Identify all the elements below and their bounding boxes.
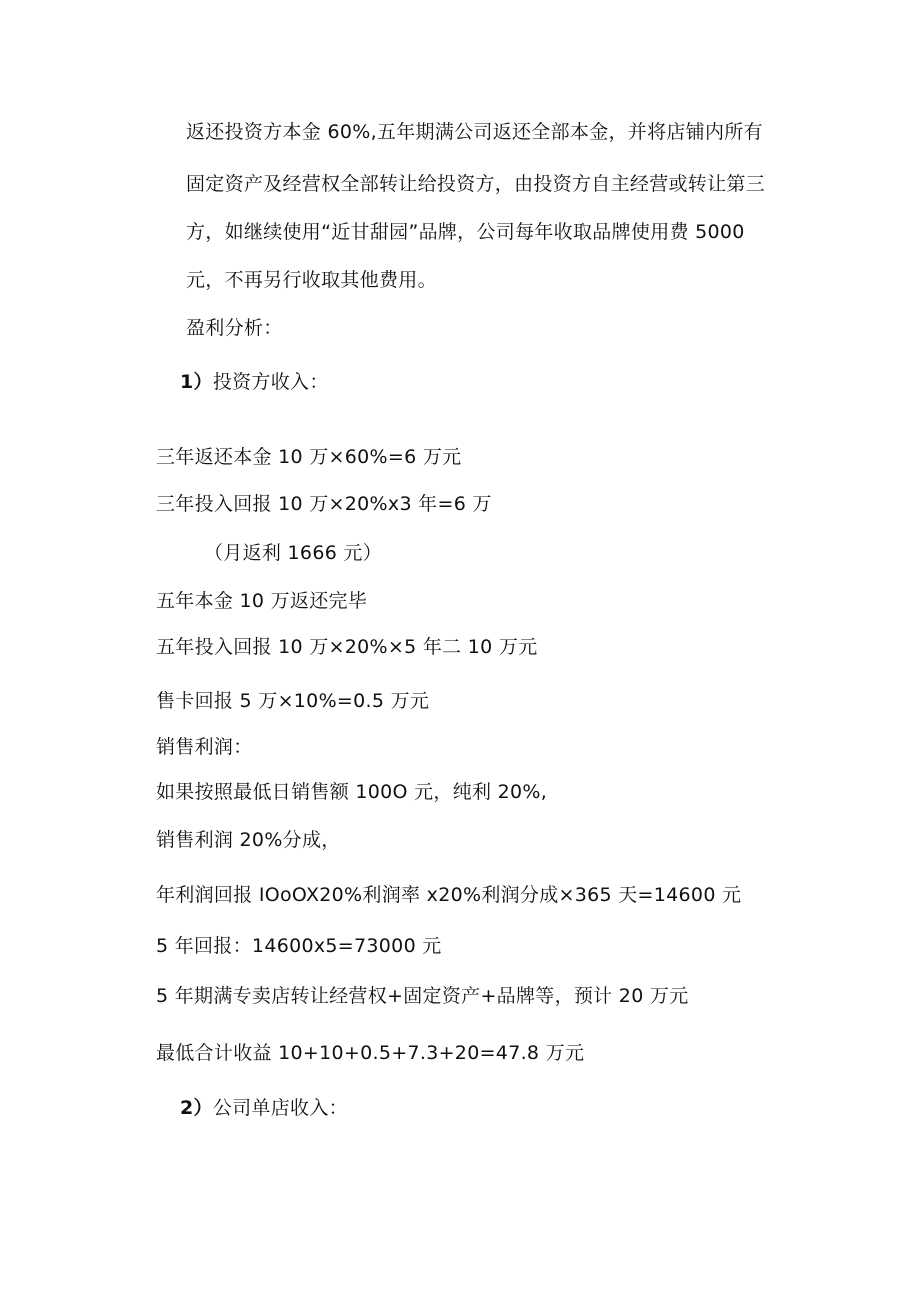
line-min-total-income: 最低合计收益 10+10+0.5+7.3+20=47.8 万元 (156, 1042, 585, 1064)
profit-analysis-heading: 盈利分析： (186, 317, 283, 339)
intro-line-1: 返还投资方本金 60%,五年期满公司返还全部本金，并将店铺内所有 (186, 121, 763, 143)
intro-line-2: 固定资产及经营权全部转让给投资方，由投资方自主经营或转让第三 (186, 173, 766, 195)
line-principal-3yr: 三年返还本金 10 万×60%=6 万元 (156, 446, 462, 468)
line-5yr-return: 5 年回报：14600x5=73000 元 (156, 935, 442, 957)
line-principal-5yr: 五年本金 10 万返还完毕 (156, 590, 368, 612)
section-1-title: 投资方收入： (212, 371, 329, 393)
line-return-3yr: 三年投入回报 10 万×20%x3 年=6 万 (156, 493, 492, 515)
line-return-5yr: 五年投入回报 10 万×20%×5 年二 10 万元 (156, 636, 538, 658)
line-card-return: 售卡回报 5 万×10%=0.5 万元 (156, 690, 430, 712)
section-2-heading (180, 1095, 348, 1121)
section-1-number: 1） (180, 371, 213, 393)
line-annual-profit: 年利润回报 IOoOX20%利润率 x20%利润分成×365 天=14600 元 (156, 884, 742, 906)
line-monthly-rebate: （月返利 1666 元） (204, 542, 383, 564)
line-5yr-transfer: 5 年期满专卖店转让经营权+固定资产+品牌等，预计 20 万元 (156, 985, 689, 1007)
line-sales-profit-heading: 销售利润： (156, 736, 253, 758)
section-2-title: 公司单店收入： (212, 1097, 348, 1119)
section-1-heading (180, 369, 329, 395)
line-profit-share: 销售利润 20%分成， (156, 829, 341, 851)
line-min-daily-sales: 如果按照最低日销售额 100O 元，纯利 20%, (156, 781, 548, 803)
section-2-number: 2） (180, 1097, 213, 1119)
intro-line-4: 元，不再另行收取其他费用。 (186, 269, 437, 291)
intro-line-3: 方，如继续使用“近甘甜园”品牌，公司每年收取品牌使用费 5000 (186, 221, 745, 243)
